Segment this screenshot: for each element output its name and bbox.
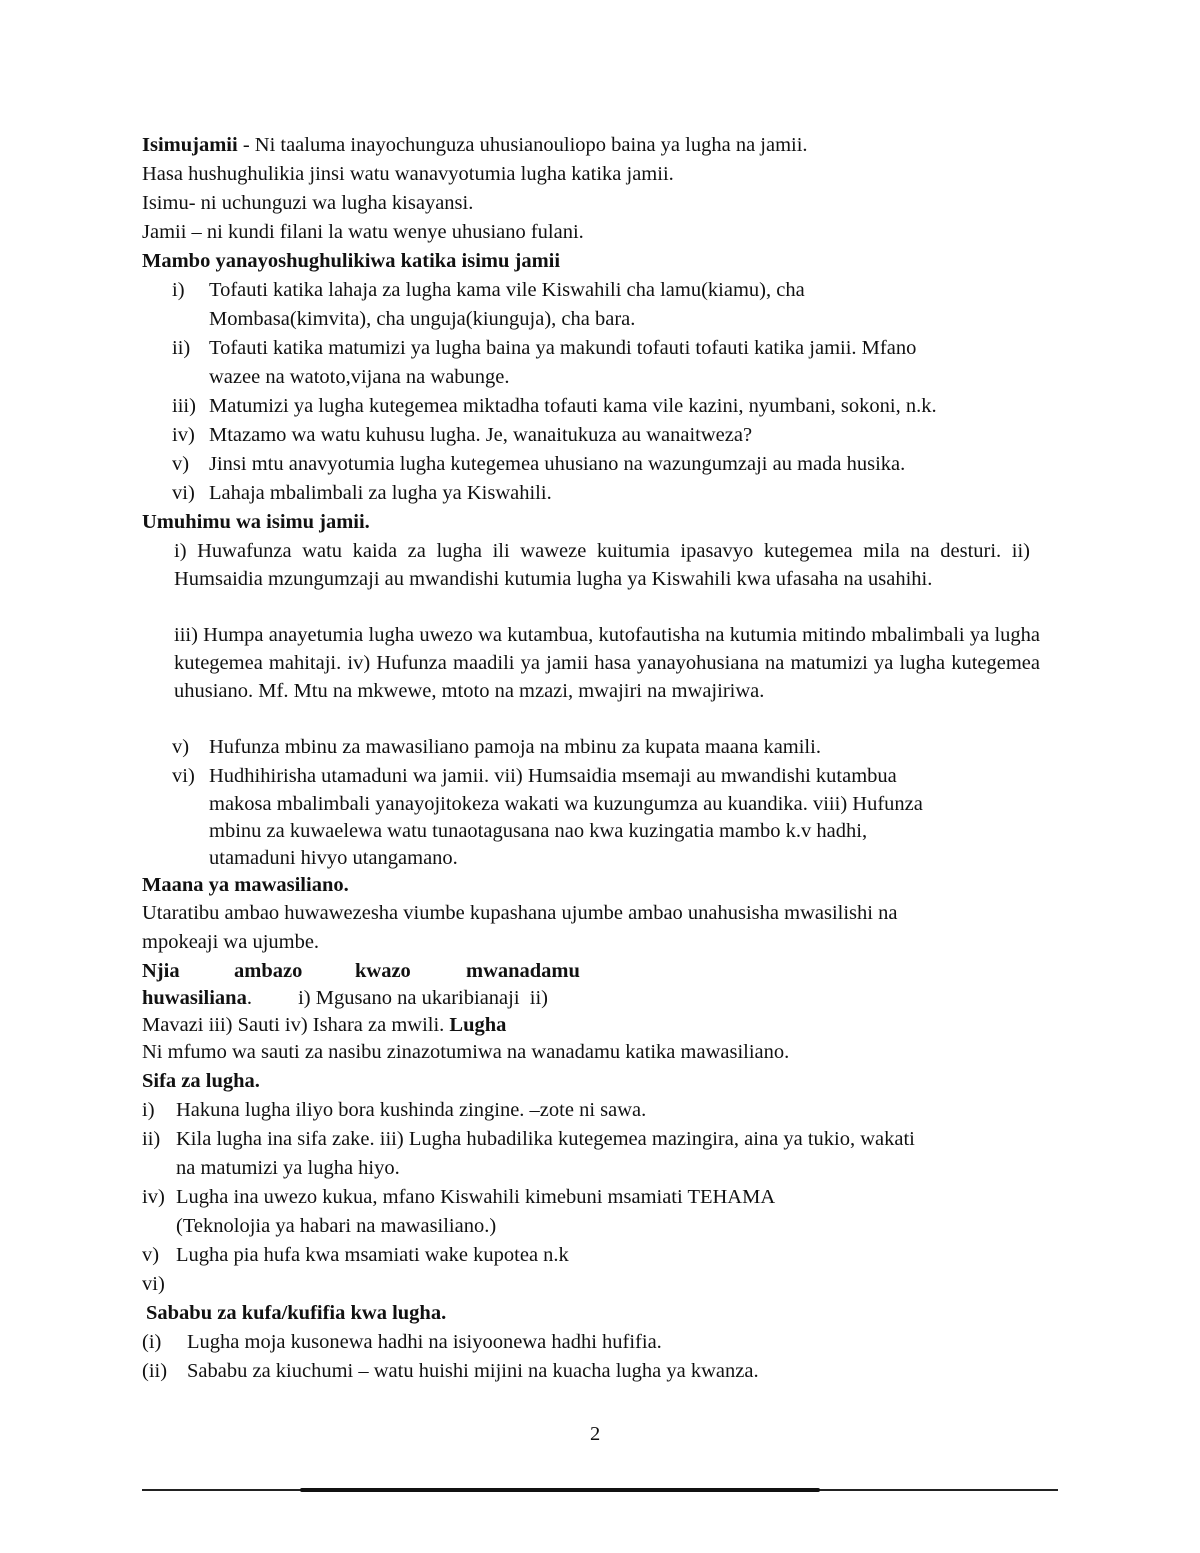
maana-heading: Maana ya mawasiliano.	[142, 874, 349, 896]
intro-line-4: Jamii – ni kundi filani la watu wenye uhusiano fulani.	[142, 221, 584, 243]
sifa-item-4-num: v)	[142, 1244, 160, 1266]
intro-line-2: Hasa hushughulikia jinsi watu wanavyotumia lugha katika jamii.	[142, 163, 674, 185]
mambo-item-4-line-1: Mtazamo wa watu kuhusu lugha. Je, wanaitukuza au wanaitweza?	[209, 424, 753, 446]
mambo-item-3-num: iii)	[172, 395, 196, 417]
sifa-item-4-line-1: Lugha pia hufa kwa msamiati wake kupotea n.k	[176, 1244, 569, 1266]
sifa-item-1-line-1: Hakuna lugha iliyo bora kushinda zingine. –zote ni sawa.	[176, 1099, 647, 1121]
sifa-item-3-num: iv)	[142, 1186, 165, 1208]
sifa-item-2-line-2: na matumizi ya lugha hiyo.	[176, 1157, 400, 1179]
intro-line-3: Isimu- ni uchunguzi wa lugha kisayansi.	[142, 192, 474, 214]
umuhimu-vi-line-2: makosa mbalimbali yanayojitokeza wakati wa kuzungumza au kuandika. viii) Hufunza	[209, 793, 923, 815]
njia-word-2: ambazo	[234, 960, 303, 982]
sababu-item-1-num: (i)	[142, 1331, 162, 1353]
mambo-item-1-line-2: Mombasa(kimvita), cha unguja(kiunguja), cha bara.	[209, 308, 636, 330]
sababu-item-2-num: (ii)	[142, 1360, 168, 1382]
umuhimu-v-num: v)	[172, 736, 190, 758]
umuhimu-v-text: Hufunza mbinu za mawasiliano pamoja na mbinu za kupata maana kamili.	[209, 736, 821, 758]
umuhimu-paragraph-2: iii) Humpa anayetumia lugha uwezo wa kutambua, kutofautisha na kutumia mitindo mbalimbali ya lugha kutegemea mahitaji. iv) Hufunza maadili ya jamii hasa yanayohusiana na matumizi ya lugha kutegemea uhusiano. Mf. Mtu na mkwewe, mtoto na mzazi, mwajiri na mwajiriwa.	[174, 624, 1040, 702]
mambo-item-4-num: iv)	[172, 424, 195, 446]
mambo-item-6-line-1: Lahaja mbalimbali za lugha ya Kiswahili.	[209, 482, 552, 504]
umuhimu-paragraph-1: i) Huwafunza watu kaida za lugha ili waweze kuitumia ipasavyo kutegemea mila na desturi. ii) Humsaidia mzungumzaji au mwandishi kutumia lugha ya Kiswahili kwa ufasaha na usahihi.	[174, 540, 1030, 590]
umuhimu-vi-line-3: mbinu za kuwaelewa watu tunaotagusana nao kwa kuzingatia mambo k.v hadhi,	[209, 820, 868, 842]
njia-word-5: huwasiliana	[142, 987, 247, 1009]
mambo-item-3-line-1: Matumizi ya lugha kutegemea miktadha tofauti kama vile kazini, nyumbani, sokoni, n.k.	[209, 395, 937, 417]
lugha-definition: Ni mfumo wa sauti za nasibu zinazotumiwa na wanadamu katika mawasiliano.	[142, 1041, 790, 1063]
sababu-item-2-line-1: Sababu za kiuchumi – watu huishi mijini na kuacha lugha ya kwanza.	[187, 1360, 759, 1382]
mambo-heading: Mambo yanayoshughulikiwa katika isimu jamii	[142, 250, 561, 272]
mambo-item-5-num: v)	[172, 453, 190, 475]
sifa-item-5-num: vi)	[142, 1273, 165, 1295]
mambo-item-5-line-1: Jinsi mtu anavyotumia lugha kutegemea uhusiano na wazungumzaji au mada husika.	[209, 453, 906, 475]
maana-line-2: mpokeaji wa ujumbe.	[142, 931, 320, 953]
umuhimu-heading: Umuhimu wa isimu jamii.	[142, 511, 370, 533]
njia-word-4: mwanadamu	[466, 960, 580, 982]
sababu-heading: Sababu za kufa/kufifia kwa lugha.	[146, 1302, 447, 1324]
sifa-item-2-line-1: Kila lugha ina sifa zake. iii) Lugha hubadilika kutegemea mazingira, aina ya tukio, wakati	[176, 1128, 915, 1150]
intro-term: Isimujamii	[142, 134, 238, 156]
njia-line-3-text: Mavazi iii) Sauti iv) Ishara za mwili.	[142, 1014, 450, 1036]
sababu-item-1-line-1: Lugha moja kusonewa hadhi na isiyoonewa hadhi hufifia.	[187, 1331, 662, 1353]
mambo-item-2-line-2: wazee na watoto,vijana na wabunge.	[209, 366, 510, 388]
mambo-item-6-num: vi)	[172, 482, 195, 504]
umuhimu-vi-line-1: Hudhihirisha utamaduni wa jamii. vii) Humsaidia msemaji au mwandishi kutambua	[209, 765, 897, 787]
sifa-item-3-line-1: Lugha ina uwezo kukua, mfano Kiswahili kimebuni msamiati TEHAMA	[176, 1186, 776, 1208]
njia-word-3: kwazo	[355, 960, 411, 982]
sifa-item-3-line-2: (Teknolojia ya habari na mawasiliano.)	[176, 1215, 497, 1237]
mambo-item-1-num: i)	[172, 279, 185, 301]
mambo-item-2-num: ii)	[172, 337, 191, 359]
intro-line-1	[142, 131, 808, 159]
mambo-item-2-line-1: Tofauti katika matumizi ya lugha baina ya makundi tofauti tofauti katika jamii. Mfano	[209, 337, 917, 359]
mambo-item-1-line-1: Tofauti katika lahaja za lugha kama vile Kiswahili cha lamu(kiamu), cha	[209, 279, 805, 301]
lugha-heading: Lugha	[449, 1014, 507, 1036]
sifa-item-2-num: ii)	[142, 1128, 161, 1150]
sifa-heading: Sifa za lugha.	[142, 1070, 260, 1092]
njia-line-2-rest: . i) Mgusano na ukaribianaji ii)	[246, 987, 549, 1009]
umuhimu-vi-num: vi)	[172, 765, 195, 787]
page-number: 2	[590, 1423, 601, 1445]
njia-line-3	[142, 1011, 506, 1039]
sifa-item-1-num: i)	[142, 1099, 155, 1121]
njia-line-2	[142, 984, 548, 1012]
njia-word-1: Njia	[142, 960, 180, 982]
maana-line-1: Utaratibu ambao huwawezesha viumbe kupashana ujumbe ambao unahusisha mwasilishi na	[142, 902, 898, 924]
umuhimu-vi-line-4: utamaduni hivyo utangamano.	[209, 847, 458, 869]
intro-definition: - Ni taaluma inayochunguza uhusianouliopo baina ya lugha na jamii.	[237, 134, 808, 156]
footer-divider-accent	[300, 1488, 820, 1492]
